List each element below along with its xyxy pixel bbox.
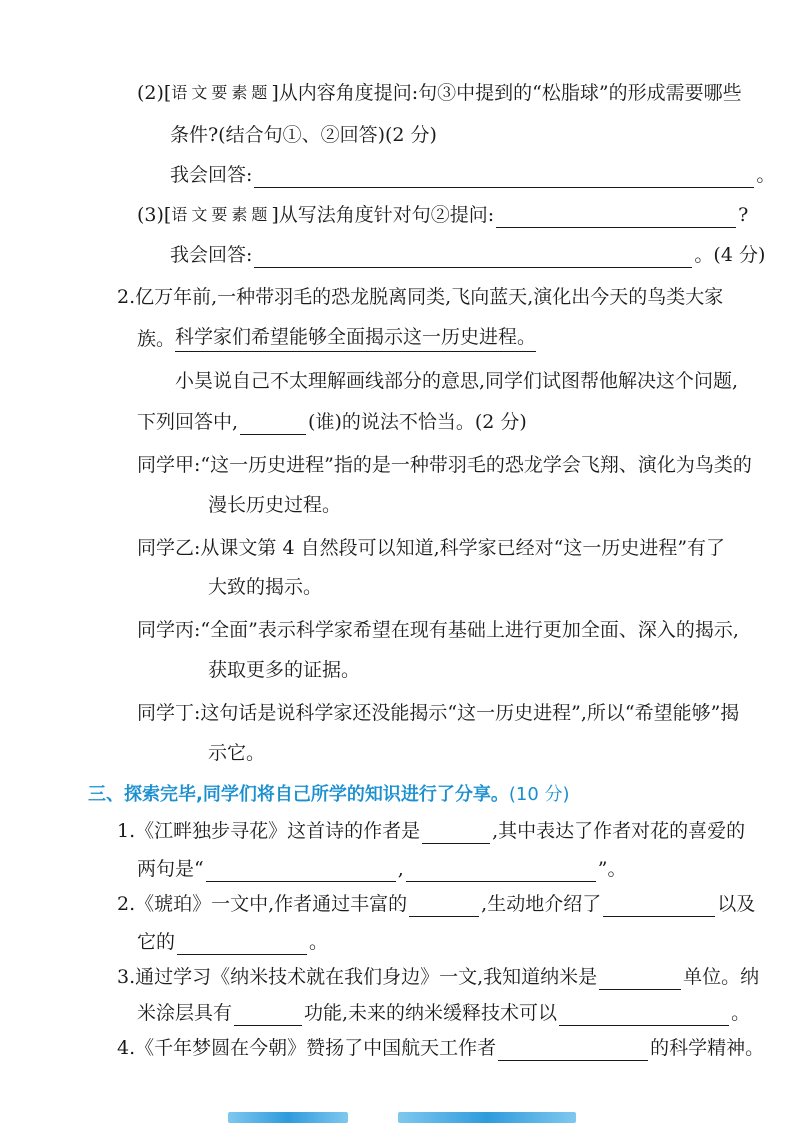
question-text: ,生动地介绍了	[481, 893, 602, 915]
answer-label: 我会回答:	[170, 164, 253, 186]
question-tag: 语文要素题	[171, 83, 272, 102]
question-text: 单位。纳	[683, 966, 760, 988]
answer-blank[interactable]	[254, 247, 692, 268]
author-blank[interactable]	[422, 823, 490, 844]
question-text: 的科学精神。	[650, 1037, 765, 1059]
student-ding-line-1	[137, 700, 739, 726]
question-text: 3.通过学习《纳米技术就在我们身边》一文,我知道纳米是	[117, 966, 598, 988]
s3-question-1-line-2	[137, 856, 626, 882]
student-ding-line-2	[208, 740, 265, 766]
question-text: 以及	[717, 893, 756, 915]
student-statement: 获取更多的证据。	[208, 659, 361, 681]
student-statement: 同学丁:这句话是说科学家还没能揭示“这一历史进程”,所以“希望能够”揭	[137, 702, 740, 724]
question-2-line-2	[137, 326, 536, 352]
question-text: 1.《江畔独步寻花》这首诗的作者是	[117, 820, 421, 842]
content-blank[interactable]	[603, 896, 715, 917]
question-text: ,其中表达了作者对花的喜爱的	[492, 820, 746, 842]
question-text: 米涂层具有	[137, 1002, 233, 1024]
imagination-blank[interactable]	[409, 896, 479, 917]
paragraph-text: 下列回答中,	[137, 411, 239, 433]
question-2-2-answer	[170, 162, 775, 188]
question-2-paragraph-1	[175, 368, 738, 394]
question-2-line-1	[117, 284, 723, 310]
function-blank[interactable]	[234, 1005, 302, 1026]
student-statement: 示它。	[208, 742, 266, 764]
s3-question-4-line-1	[117, 1035, 764, 1061]
question-text: 2.亿万年前,一种带羽毛的恐龙脱离同类,飞向蓝天,演化出今天的鸟类大家	[117, 286, 724, 308]
question-text: ”。	[597, 858, 627, 880]
student-bing-line-2	[208, 657, 360, 683]
future-blank[interactable]	[559, 1005, 729, 1026]
bracket-open: (3)[	[137, 204, 172, 226]
poem-line-blank-2[interactable]	[406, 861, 596, 882]
paragraph-text: (谁)的说法不恰当。(2 分)	[308, 411, 527, 433]
student-statement: 大致的揭示。	[208, 576, 323, 598]
question-text: 族。	[137, 328, 176, 350]
student-yi-line-2	[208, 574, 322, 600]
question-text: 4.《千年梦圆在今朝》赞扬了中国航天工作者	[117, 1037, 497, 1059]
student-bing-line-1	[137, 617, 739, 643]
section-points: (10 分)	[508, 784, 570, 805]
student-jia-line-1	[137, 452, 752, 478]
s3-question-2-line-2	[137, 929, 328, 955]
question-2-3-answer	[170, 242, 765, 268]
value-blank[interactable]	[177, 934, 307, 955]
question-text: 2.《琥珀》一文中,作者通过丰富的	[117, 893, 408, 915]
who-blank[interactable]	[240, 414, 306, 435]
student-statement: 漫长历史过程。	[208, 494, 342, 516]
bracket-open: (2)[	[137, 82, 172, 104]
question-text: ]从内容角度提问:句③中提到的“松脂球”的形成需要哪些	[271, 82, 742, 104]
student-statement: 同学乙:从课文第 4 自然段可以知道,科学家已经对“这一历史进程”有了	[137, 537, 726, 559]
answer-end: 。	[756, 164, 776, 186]
underlined-sentence: 科学家们希望能够全面揭示这一历史进程。	[175, 324, 536, 352]
question-2-paragraph-2	[137, 409, 527, 435]
question-2-2-line-2	[170, 122, 437, 148]
s3-question-3-line-1	[117, 964, 759, 990]
footer-decoration-left	[228, 1112, 348, 1123]
footer-decoration-right	[398, 1112, 576, 1123]
poem-line-blank-1[interactable]	[206, 861, 396, 882]
question-text: ,	[397, 858, 404, 880]
question-text: 。	[309, 931, 329, 953]
spirit-blank[interactable]	[498, 1040, 648, 1061]
student-statement: 同学甲:“这一历史进程”指的是一种带羽毛的恐龙学会飞翔、演化为鸟类的	[137, 454, 752, 476]
question-2-2-line-1	[137, 80, 742, 106]
s3-question-2-line-1	[117, 891, 755, 917]
question-text: 条件?(结合句①、②回答)(2 分)	[170, 124, 437, 146]
s3-question-1-line-1	[117, 818, 745, 844]
answer-label: 我会回答:	[170, 244, 253, 266]
student-statement: 同学丙:“全面”表示科学家希望在现有基础上进行更加全面、深入的揭示,	[137, 619, 739, 641]
paragraph-text: 小昊说自己不太理解画线部分的意思,同学们试图帮他解决这个问题,	[175, 370, 739, 392]
question-text: 它的	[137, 931, 176, 953]
section-3-title	[88, 782, 570, 808]
question-text: ]从写法角度针对句②提问:	[271, 204, 495, 226]
section-title-text: 三、探索完毕,同学们将自己所学的知识进行了分享。	[88, 784, 509, 805]
question-blank[interactable]	[496, 207, 736, 228]
student-jia-line-2	[208, 492, 341, 518]
question-text: 。	[731, 1002, 751, 1024]
answer-end: 。(4 分)	[694, 244, 766, 266]
s3-question-3-line-2	[137, 1000, 750, 1026]
question-text: 两句是“	[137, 858, 204, 880]
question-tag: 语文要素题	[171, 205, 272, 224]
question-2-3-line-1	[137, 202, 748, 228]
student-yi-line-1	[137, 535, 725, 561]
question-text: 功能,未来的纳米缓释技术可以	[304, 1002, 558, 1024]
answer-blank[interactable]	[254, 167, 754, 188]
question-end: ?	[738, 204, 749, 226]
unit-blank[interactable]	[599, 969, 681, 990]
